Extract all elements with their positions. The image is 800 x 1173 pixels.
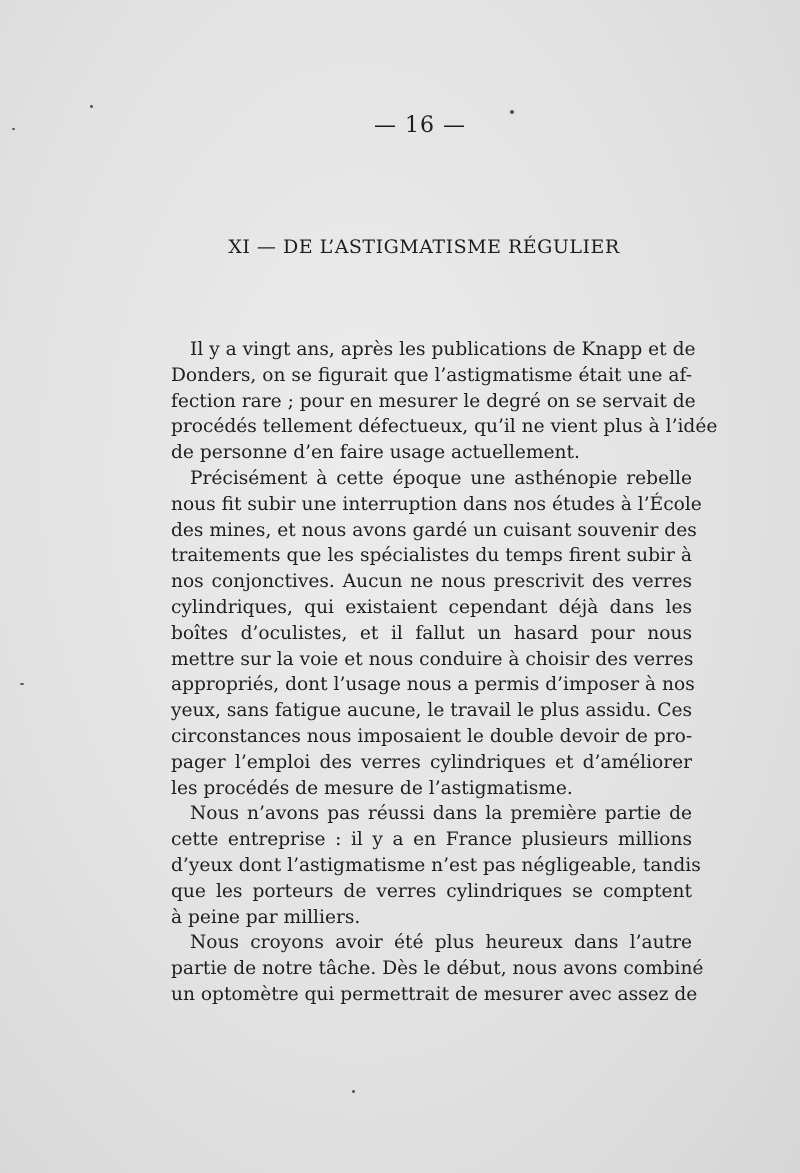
text-line: nous fit subir une interruption dans nos études à l’École — [171, 493, 702, 515]
scan-speck — [510, 110, 514, 114]
text-line: traitements que les spécialistes du temps firent subir à — [171, 545, 692, 567]
text-line: cylindriques, qui existaient cependant déjà dans les — [171, 596, 692, 618]
text-line: circonstances nous imposaient le double devoir de pro- — [171, 725, 693, 747]
text-line: appropriés, dont l’usage nous a permis d’imposer à nos — [171, 674, 695, 696]
paragraph-1 — [171, 337, 718, 466]
text-line: fection rare ; pour en mesurer le degré on se servait de — [171, 390, 696, 412]
text-line: pager l’emploi des verres cylindriques et d’améliorer — [171, 751, 692, 773]
text-line: nos conjonctives. Aucun ne nous prescrivit des verres — [171, 571, 692, 593]
text-line: que les porteurs de verres cylindriques se comptent — [171, 880, 692, 902]
text-line: Donders, on se figurait que l’astigmatisme était une af- — [171, 364, 692, 386]
text-line: des mines, et nous avons gardé un cuisant souvenir des — [171, 519, 697, 541]
page-number: — 16 — — [374, 113, 466, 138]
text-line: d’yeux dont l’astigmatisme n’est pas négligeable, tandis — [171, 854, 701, 876]
chapter-title: XI — DE L’ASTIGMATISME RÉGULIER — [228, 236, 620, 258]
paragraph-4 — [171, 930, 704, 1007]
scan-speck — [352, 1090, 355, 1093]
text-line: à peine par milliers. — [171, 906, 361, 928]
text-line: Il y a vingt ans, après les publications de Knapp et de — [190, 339, 696, 360]
paragraph-3 — [171, 801, 701, 930]
text-line: mettre sur la voie et nous conduire à choisir des verres — [171, 648, 694, 670]
text-line: cette entreprise : il y a en France plusieurs millions — [171, 829, 692, 851]
text-line: de personne d’en faire usage actuellement. — [171, 442, 580, 464]
body-text — [171, 337, 718, 1008]
scan-speck — [20, 683, 24, 685]
text-line: un optomètre qui permettrait de mesurer avec assez de — [171, 983, 698, 1005]
text-line: partie de notre tâche. Dès le début, nous avons combiné — [171, 958, 704, 980]
scan-speck — [12, 128, 15, 130]
paragraph-2 — [171, 466, 702, 801]
text-line: boîtes d’oculistes, et il fallut un hasard pour nous — [171, 622, 692, 644]
text-line: yeux, sans fatigue aucune, le travail le plus assidu. Ces — [171, 700, 692, 722]
text-line: procédés tellement défectueux, qu’il ne vient plus à l’idée — [171, 416, 718, 438]
text-line: Nous croyons avoir été plus heureux dans l’autre — [190, 932, 692, 954]
text-line: les procédés de mesure de l’astigmatisme. — [171, 777, 573, 799]
scan-speck — [90, 105, 93, 108]
text-line: Précisément à cette époque une asthénopie rebelle — [190, 467, 692, 489]
text-line: Nous n’avons pas réussi dans la première partie de — [190, 803, 692, 825]
